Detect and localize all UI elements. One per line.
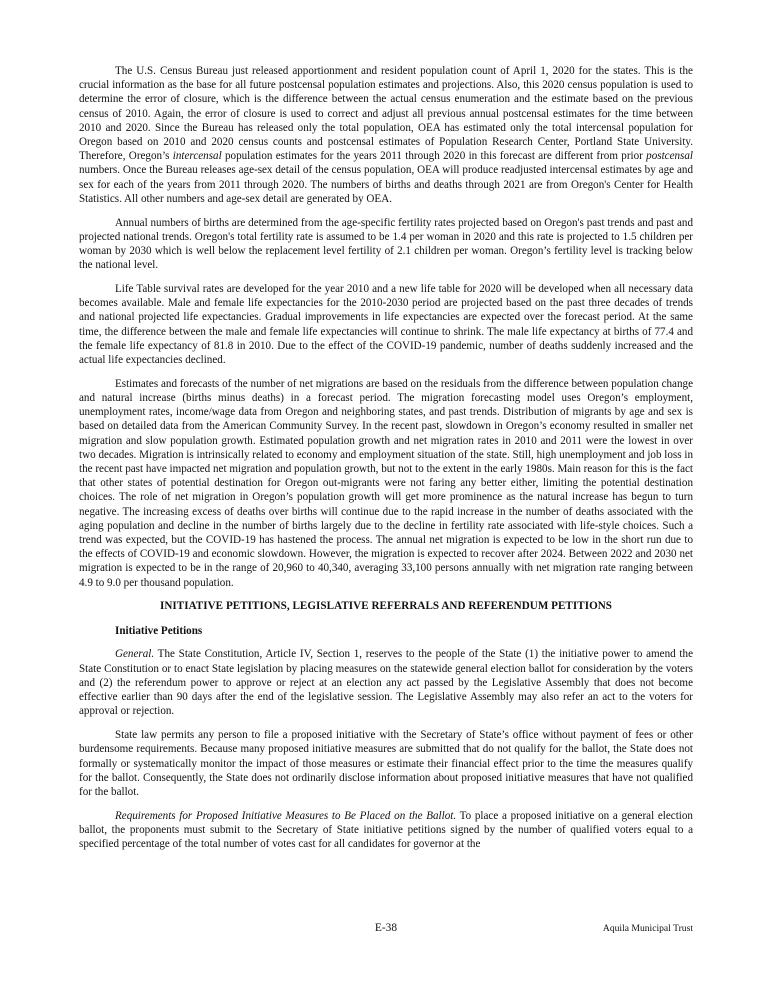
paragraph-general: General. The State Constitution, Article IV, Section 1, reserves to the people of the State (1) the initiative power to amend the State Constitution or to enact State legislation by placing measures on the statewide general election ballot for consideration by the voters and (2) the referendum power to approve or reject at an election any act passed by the Legislative Assembly that does not become effective earlier than 90 days after the end of the legislative session. The Legislative Assembly may also refer an act to the voters for approval or rejection. xyxy=(79,648,693,718)
lead-requirements: Requirements for Proposed Initiative Measures to Be Placed on the Ballot. xyxy=(115,809,457,822)
page-footer xyxy=(79,922,693,938)
emphasis-postcensal: postcensal xyxy=(646,150,694,163)
paragraph-state-law: State law permits any person to file a proposed initiative with the Secretary of State’s office without payment of fees or other burdensome requirements. Because many proposed initiative measures are submitted that do not qualify for the ballot, the State does not formally or systematically monitor the impact of those measures or estimate their financial effect prior to the time the measures qualify for the ballot. Consequently, the State does not ordinarily disclose information about proposed initiative measures that have not qualified for the ballot. xyxy=(79,729,693,798)
paragraph-births: Annual numbers of births are determined from the age-specific fertility rates projected based on Oregon's past trends and past and projected national trends. Oregon's total fertility rate is assumed to be 1.4 per woman in 2020 and this rate is projected to 1.5 children per woman by 2030 which is well below the replacement level fertility of 2.1 children per woman. Oregon’s fertility level is tracking below the national level. xyxy=(79,216,693,272)
lead-general: General. xyxy=(115,648,155,661)
paragraph-migration: Estimates and forecasts of the number of net migrations are based on the residuals from the difference between population change and natural increase (births minus deaths) in a forecast period. The migration forecasting model uses Oregon’s employment, unemployment rates, income/wage data from Oregon and neighboring states, and past trends. Distribution of migrants by age and sex is based on detailed data from the American Community Survey. In the recent past, slowdown in Oregon’s economy resulted in smaller net migration and slow population growth. Estimated population growth and net migration rates in 2010 and 2011 were the lowest in over two decades. Migration is intrinsically related to economy and employment situation of the state. Still, high unemployment and job loss in the recent past have impacted net migration and population growth, but not to the extent in the early 1980s. Main reason for this is the fact that other states of potential destination for Oregon out-migrants were not faring any better either, limiting the potential destination choices. The role of net migration in Oregon’s population growth will get more prominence as the natural increase has begun to turn negative. The increasing excess of deaths over births will continue due to the rapid increase in the number of deaths associated with the aging population and decline in the number of births largely due to the decline in fertility rate associated with life-style choices. Such a trend was expected, but the COVID-19 has hastened the process. The annual net migration is expected to be low in the short run due to the effects of COVID-19 and economic slowdown. However, the migration is expected to recover after 2024. Between 2022 and 2030 net migration is expected to be in the range of 20,960 to 40,340, averaging 33,100 persons annually with net migration rate ranging between 4.9 to 9.0 per thousand population. xyxy=(79,377,693,589)
paragraph-life-table: Life Table survival rates are developed for the year 2010 and a new life table for 2020 will be developed when all necessary data becomes available. Male and female life expectancies for the 2010-2030 period are projected based on the past three decades of trends and national projected life expectancies. Gradual improvements in life expectancies are expected over the forecast period. At the same time, the difference between the male and female life expectancies will continue to shrink. The male life expectancy at births of 77.4 and the female life expectancy of 81.8 in 2010. Due to the effect of the COVID-19 pandemic, number of deaths suddenly increased and the actual life expectancies declined. xyxy=(79,283,693,367)
subheading-initiative-petitions: Initiative Petitions xyxy=(115,624,203,637)
trust-name: Aquila Municipal Trust xyxy=(602,923,693,934)
paragraph-requirements: Requirements for Proposed Initiative Measures to Be Placed on the Ballot. To place a proposed initiative on a general election ballot, the proponents must submit to the Secretary of State initiative petitions signed by the number of qualified voters equal to a specified percentage of the total number of votes cast for all candidates for governor at the xyxy=(79,809,693,851)
section-heading: INITIATIVE PETITIONS, LEGISLATIVE REFERRALS AND REFERENDUM PETITIONS xyxy=(159,600,613,613)
emphasis-intercensal: intercensal xyxy=(172,150,222,163)
paragraph-census: The U.S. Census Bureau just released apportionment and resident population count of April 1, 2020 for the states. This is the crucial information as the base for all future postcensal population estimates and projections. Also, this 2020 census population is used to determine the error of closure, which is the difference between the actual census enumeration and the estimate based on the previous census of 2010. Again, the error of closure is used to correct and adjust all previous annual postcensal estimates for the time between 2010 and 2020. Since the Bureau has released only the total population, OEA has estimated only the total intercensal population for Oregon based on 2010 and 2020 census counts and postcensal estimates of Population Research Center, Portland State University. Therefore, Oregon’s intercensal population estimates for the years 2011 through 2020 in this forecast are different from prior postcensal numbers. Once the Bureau releases age-sex detail of the census population, OEA will produce readjusted intercensal estimates by age and sex for each of the years from 2011 through 2020. The numbers of births and deaths through 2021 are from Oregon's Center for Health Statistics. All other numbers and age-sex detail are generated by OEA. xyxy=(79,65,694,205)
document-body xyxy=(79,64,693,861)
page-number: E-38 xyxy=(374,922,398,934)
